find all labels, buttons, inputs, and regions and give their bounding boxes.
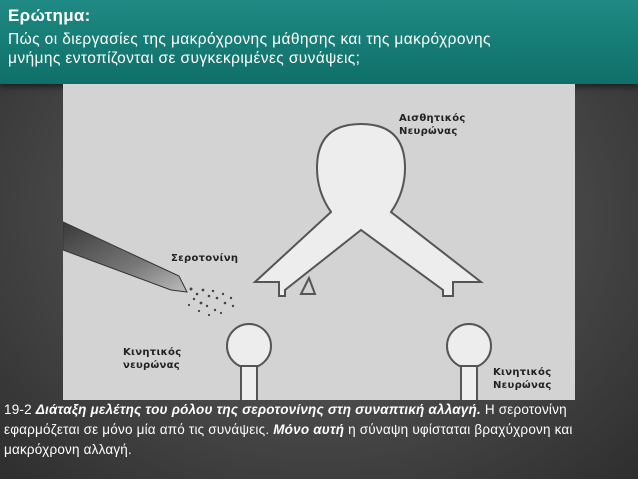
- question-box: [0, 0, 638, 84]
- motor-right-axon: [461, 366, 477, 400]
- caption-bold-only: Μόνο αυτή: [273, 422, 345, 437]
- motor-neuron-right: [447, 324, 491, 400]
- serotonin-label: Σεροτονίνη: [171, 253, 239, 264]
- synapse-diagram: [63, 84, 575, 400]
- motor-neuron-right-label: Κινητικός Νευρώνας: [493, 367, 552, 391]
- caption-bold-title: Διάταξη μελέτης του ρόλου της σεροτονίνης στη συναπτική αλλαγή.: [35, 402, 481, 417]
- pipette: [63, 222, 187, 292]
- figure-caption: [4, 400, 634, 460]
- question-line-2: μνήμης εντοπίζονται σε συγκεκριμένες συνάψεις;: [8, 50, 361, 67]
- motor-neuron-left-label: Κινητικός νευρώνας: [123, 347, 182, 371]
- motor-left-soma: [227, 324, 271, 368]
- small-terminal-notch: [301, 278, 315, 294]
- sensory-neuron-label: Αισθητικός Νευρώνας: [399, 113, 466, 137]
- caption-text-1: Η σεροτονίνη εφαρμόζεται σε μόνο μία από τις συνάψεις.: [4, 402, 567, 437]
- question-line-1: Πώς οι διεργασίες της μακρόχρονης μάθησης και της μακρόχρονης: [8, 31, 491, 48]
- motor-neuron-left: [227, 324, 271, 400]
- question-title: Ερώτημα:: [8, 6, 91, 25]
- motor-left-axon: [241, 366, 257, 400]
- caption-prefix: 19-2: [4, 402, 36, 417]
- caption-text-2: η σύναψη υφίσταται βραχύχρονη και μακρόχρονη αλλαγή.: [4, 422, 573, 457]
- sensory-neuron: [255, 124, 481, 296]
- question-text: [8, 30, 630, 68]
- serotonin-particles: [188, 288, 234, 317]
- sensory-neuron-body: [255, 124, 481, 296]
- motor-right-soma: [447, 324, 491, 368]
